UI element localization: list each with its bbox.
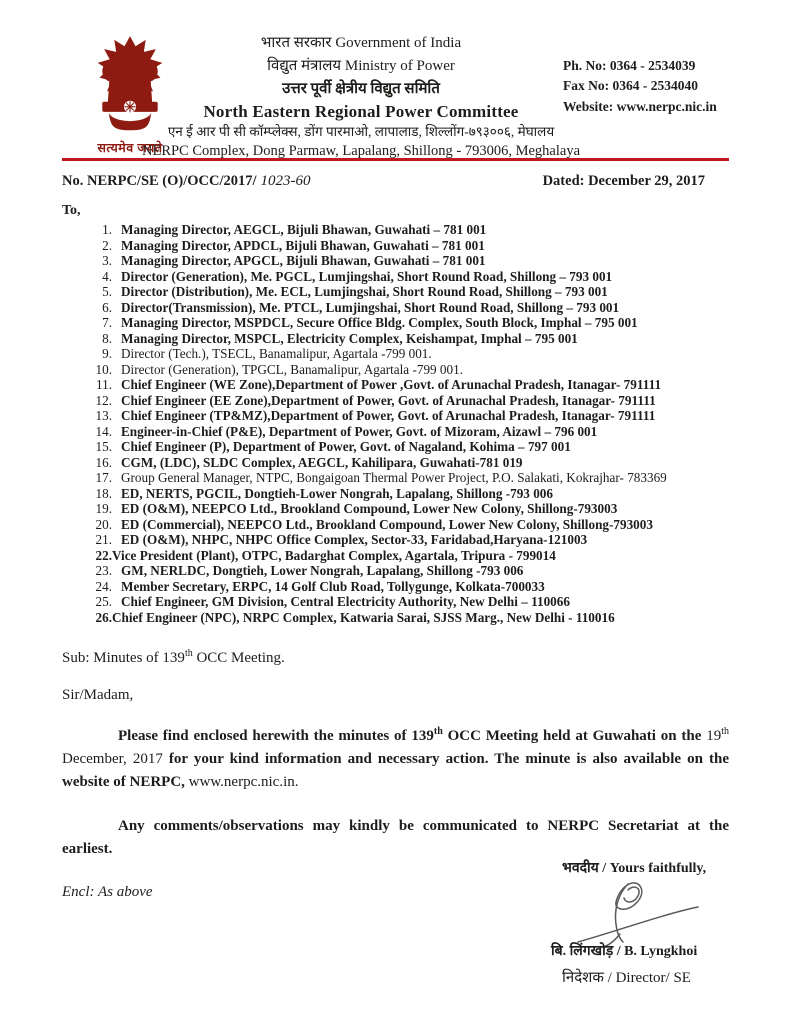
reference-number (62, 173, 311, 190)
recipient-item: 22. Vice President (Plant), OTPC, Badarghat Complex, Agartala, Tripura - 799014 (95, 547, 556, 563)
address-hindi: एन ई आर पी सी कॉम्प्लेक्स, डोंग पारमाओ, लापालाड, शिल्लोंग-७९३००६, मेघालय (167, 124, 555, 139)
salutation: Sir/Madam, (62, 687, 134, 703)
signatory-name: बि. लिंगखोड़ / B. Lyngkhoi (551, 944, 698, 959)
contact-block (563, 56, 717, 117)
reference-number-value: 1023-60 (260, 173, 311, 189)
address-english: NERPC Complex, Dong Parmaw, Lapalang, Shillong - 793006, Meghalaya (141, 142, 581, 159)
letterhead-titles (78, 36, 644, 158)
recipient-item: 2. Managing Director, APDCL, Bijuli Bhawan, Guwahati – 781 001 (102, 237, 485, 253)
to-label: To, (62, 203, 81, 218)
enclosure-note: Encl: As above (62, 884, 153, 900)
recipient-item: 17. Group General Manager, NTPC, Bongaigoan Thermal Power Project, P.O. Salakati, Kokrajhar- 783369 (95, 470, 667, 485)
letter-date: Dated: December 29, 2017 (542, 173, 705, 189)
recipient-item: 3. Managing Director, APGCL, Bijuli Bhawan, Guwahati – 781 001 (102, 253, 486, 268)
signatory-designation: निदेशक / Director/ SE (562, 970, 691, 986)
website-text: Website: www.nerpc.nic.in (563, 98, 717, 114)
body-paragraph-1: Please find enclosed herewith the minutes of 139th OCC Meeting held at Guwahati on the 19th December, 2017 for your kind information and necessary action. The minute is also available on the website of NERPC, www.nerpc.nic.in. (62, 726, 730, 790)
recipient-item: 19. ED (O&M), NEEPCO Ltd., Brookland Compound, Lower New Colony, Shillong-793003 (95, 501, 618, 516)
government-english: Government of India (335, 35, 462, 51)
subject-line: Sub: Minutes of 139th OCC Meeting. (62, 648, 285, 666)
reference-number-label: No. NERPC/SE (O)/OCC/2017/ (62, 173, 257, 189)
recipient-item: 6. Director(Transmission), Me. PTCL, Lumjingshai, Short Round Road, Shillong – 793 001 (102, 299, 620, 315)
recipient-item: 20. ED (Commercial), NEEPCO Ltd., Brookland Compound, Lower New Colony, Shillong-793003 (95, 516, 653, 532)
recipient-item: 9. Director (Tech.), TSECL, Banamalipur, Agartala -799 001. (102, 346, 432, 361)
signature (572, 876, 704, 948)
recipient-item: 26. Chief Engineer (NPC), NRPC Complex, Katwaria Sarai, SJSS Marg., New Delhi - 110016 (95, 609, 615, 625)
recipient-item: 10. Director (Generation), TPGCL, Banamalipur, Agartala -799 001. (95, 361, 464, 377)
recipient-item: 23. GM, NERLDC, Dongtieh, Lower Nongrah, Lapalang, Shillong -793 006 (95, 563, 524, 578)
recipient-item: 1. Managing Director, AEGCL, Bijuli Bhawan, Guwahati – 781 001 (102, 222, 487, 237)
phone-number: Ph. No: 0364 - 2534039 (563, 58, 696, 73)
ministry-hindi: विद्युत मंत्रालय (267, 58, 342, 74)
recipient-item: 14. Engineer-in-Chief (P&E), Department of Power, Govt. of Mizoram, Aizawl – 796 001 (95, 423, 598, 439)
recipient-item: 11. Chief Engineer (WE Zone),Department of Power ,Govt. of Arunachal Pradesh, Itanagar- 791111 (96, 377, 662, 392)
recipient-item: 16. CGM, (LDC), SLDC Complex, AEGCL, Kahilipara, Guwahati-781 019 (95, 454, 523, 470)
recipient-item: 18. ED, NERTS, PGCIL, Dongtieh-Lower Nongrah, Lapalang, Shillong -793 006 (95, 485, 553, 501)
recipient-item: 4. Director (Generation), Me. PGCL, Lumjingshai, Short Round Road, Shillong – 793 001 (102, 268, 613, 284)
reference-row (62, 173, 729, 190)
recipient-item: 24. Member Secretary, ERPC, 14 Golf Club Road, Tollygunge, Kolkata-700033 (95, 578, 545, 594)
recipient-item: 7. Managing Director, MSPDCL, Secure Office Bldg. Complex, South Block, Imphal – 795 001 (102, 315, 638, 330)
body-paragraph-2: Any comments/observations may kindly be communicated to NERPC Secretariat at the earliest. (62, 818, 729, 857)
recipient-list (0, 222, 791, 625)
fax-number: Fax No: 0364 - 2534040 (563, 78, 698, 94)
committee-name-hindi: उत्तर पूर्वी क्षेत्रीय विद्युत समिति (282, 81, 440, 97)
emblem-caption: सत्यमेव जयते (97, 141, 163, 155)
recipient-item: 8. Managing Director, MSPCL, Electricity Complex, Keishampat, Imphal – 795 001 (102, 330, 578, 346)
closing-salutation: भवदीय / Yours faithfully, (562, 861, 707, 876)
ministry-line (78, 59, 644, 74)
government-hindi: भारत सरकार (260, 35, 332, 51)
recipient-item: 21. ED (O&M), NHPC, NHPC Office Complex, Sector-33, Faridabad,Haryana-121003 (95, 532, 588, 547)
ministry-english: Ministry of Power (344, 58, 455, 74)
committee-name-english: North Eastern Regional Power Committee (203, 102, 519, 121)
government-line (78, 36, 644, 51)
recipient-item: 5. Director (Distribution), Me. ECL, Lumjingshai, Short Round Road, Shillong – 793 001 (102, 284, 608, 299)
recipient-item: 13. Chief Engineer (TP&MZ),Department of Power, Govt. of Arunachal Pradesh, Itanagar- 791111 (95, 408, 656, 423)
recipient-item: 12. Chief Engineer (EE Zone),Department of Power, Govt. of Arunachal Pradesh, Itanagar- 791111 (95, 392, 656, 408)
recipient-item: 15. Chief Engineer (P), Department of Power, Govt. of Nagaland, Kohima – 797 001 (95, 439, 571, 454)
letterhead (0, 0, 791, 158)
recipient-item: 25. Chief Engineer, GM Division, Central Electricity Authority, New Delhi – 110066 (95, 594, 570, 609)
